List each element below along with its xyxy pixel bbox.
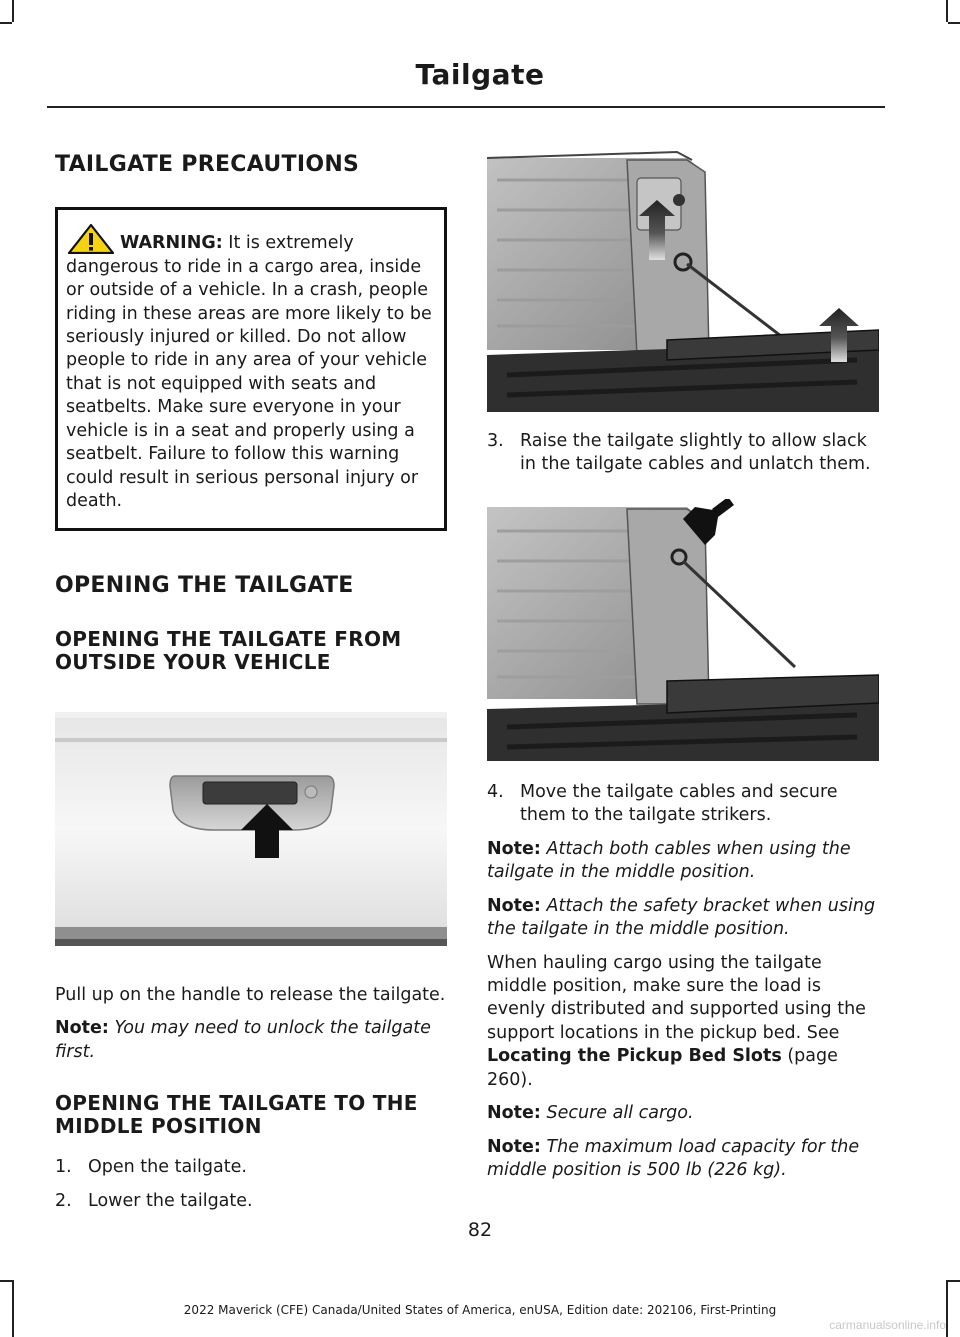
- crop-mark: [946, 0, 948, 22]
- heading-tailgate-precautions: TAILGATE PRECAUTIONS: [55, 152, 360, 177]
- step-number: 3.: [487, 431, 504, 451]
- figure-raise-tailgate: [487, 150, 879, 412]
- hauling-text: When hauling cargo using the tailgate middle position, make sure the load is evenly distributed and supported using the support locations in the pickup bed. See: [487, 952, 866, 1043]
- right-column: [487, 150, 882, 1182]
- edition-line: 2022 Maverick (CFE) Canada/United States of America, enUSA, Edition date: 202106, First-Printing: [183, 1303, 777, 1317]
- step-number: 2.: [55, 1190, 72, 1211]
- list-item: [55, 1190, 447, 1213]
- list-item: [55, 1156, 447, 1179]
- note-text: Secure all cargo.: [546, 1103, 694, 1124]
- crop-mark: [0, 1280, 12, 1282]
- step-number: 1.: [55, 1157, 72, 1178]
- note-text: Attach the safety bracket when using the tailgate in the middle position.: [487, 895, 876, 940]
- note-unlock: [55, 1017, 447, 1064]
- warning-label: WARNING:: [120, 233, 223, 254]
- note-both-cables: [487, 838, 882, 885]
- subheading-outside-vehicle: OPENING THE TAILGATE FROM OUTSIDE YOUR VEHICLE: [55, 626, 402, 674]
- note-label: Note:: [487, 838, 541, 859]
- subheading-middle-position: OPENING THE TAILGATE TO THE MIDDLE POSITION: [55, 1091, 418, 1139]
- note-label: Note:: [487, 895, 541, 916]
- warning-triangle-icon: [68, 224, 114, 254]
- page-number: 82: [467, 1219, 493, 1241]
- warning-text: It is extremely dangerous to ride in a cargo area, inside or outside of a vehicle. In a crash, people riding in these areas are more likely to be seriously injured or killed. Do not allow people to ride in any area of your vehicle that is not equipped with seats and seatbelts. Make sure everyone in your vehicle is in a seat and properly using a seatbelt. Failure to follow this warning could result in serious personal injury or death.: [66, 233, 432, 512]
- figure-tailgate-handle: [55, 712, 447, 946]
- page-reference: (page 260).: [487, 1046, 838, 1090]
- list-item: [487, 430, 882, 477]
- note-label: Note:: [487, 1136, 541, 1157]
- tailgate-handle-illustration: [55, 712, 447, 946]
- tailgate-cable-raise-illustration: [487, 150, 879, 412]
- steps-list: [55, 1156, 447, 1213]
- step-text: Move the tailgate cables and secure them to the tailgate strikers.: [520, 781, 838, 826]
- step-text: Raise the tailgate slightly to allow slack in the tailgate cables and unlatch them.: [520, 431, 871, 475]
- heading-opening-the-tailgate: OPENING THE TAILGATE: [55, 572, 354, 598]
- step-text: Open the tailgate.: [88, 1157, 247, 1178]
- pickup-bed-slots-link[interactable]: Locating the Pickup Bed Slots: [487, 1046, 782, 1067]
- left-column: [55, 140, 447, 1213]
- crop-mark: [948, 1280, 960, 1282]
- tailgate-cable-unlatch-illustration: [487, 499, 879, 761]
- list-item: [487, 781, 882, 828]
- note-label: Note:: [487, 1103, 541, 1124]
- pull-handle-text: Pull up on the handle to release the tailgate.: [55, 984, 446, 1005]
- crop-mark: [0, 22, 12, 24]
- crop-mark: [948, 22, 960, 24]
- step-text: Lower the tailgate.: [88, 1190, 253, 1211]
- header-divider: [47, 106, 885, 108]
- watermark: carmanualsonline.info: [829, 1318, 946, 1332]
- steps-list-right-2: [487, 781, 882, 828]
- step-number: 4.: [487, 781, 504, 802]
- figure-unlatch-cables: [487, 499, 879, 761]
- note-safety-bracket: [487, 895, 882, 942]
- steps-list-right: [487, 430, 882, 477]
- note-text: Attach both cables when using the tailgate in the middle position.: [487, 838, 851, 883]
- note-max-load: [487, 1136, 882, 1183]
- note-text: You may need to unlock the tailgate first.: [55, 1018, 431, 1062]
- note-secure-cargo: [487, 1102, 882, 1125]
- page-title: Tailgate: [415, 58, 545, 91]
- note-label: Note:: [55, 1018, 109, 1039]
- warning-box: [55, 207, 447, 530]
- note-text: The maximum load capacity for the middle position is 500 lb (226 kg).: [487, 1136, 860, 1180]
- crop-mark: [12, 0, 14, 22]
- hauling-cargo-text: [487, 952, 882, 1093]
